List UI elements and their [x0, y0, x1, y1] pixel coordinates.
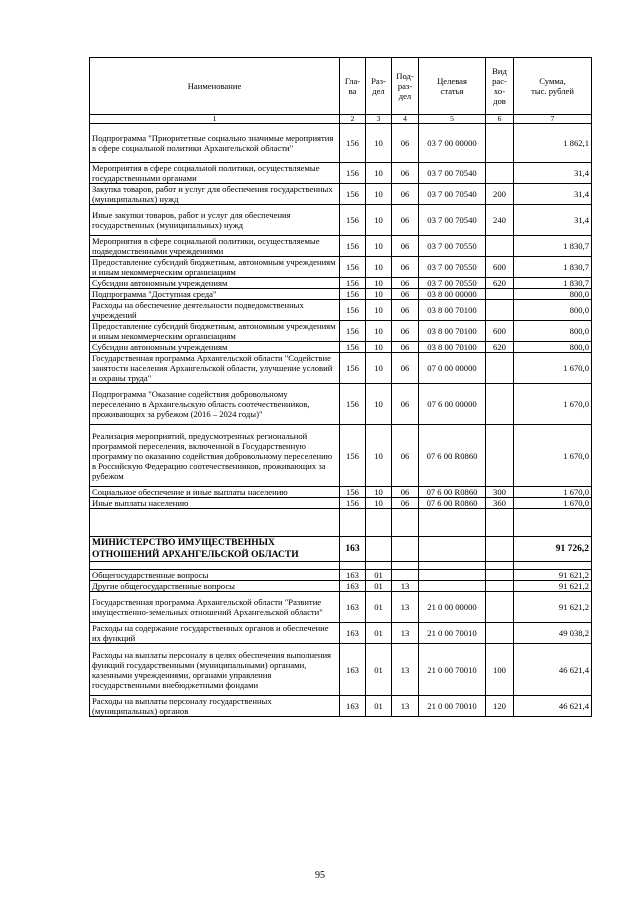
row-sum: 1 670,0 [514, 498, 592, 509]
row-section: 10 [366, 205, 392, 236]
row-name: Расходы на обеспечение деятельности подведомственных учреждений [90, 300, 340, 321]
row-kind: 600 [486, 321, 514, 342]
row-name: Общегосударственные вопросы [90, 570, 340, 581]
row-kind: 600 [486, 257, 514, 278]
row-name: Подпрограмма "Приоритетные социально значимые мероприятия в сфере социальной политики Архангельской области" [90, 124, 340, 163]
header-chapter: Гла- ва [340, 58, 366, 115]
row-sum: 31,4 [514, 163, 592, 184]
row-chapter [340, 509, 366, 537]
row-target: 03 7 00 70550 [419, 236, 486, 257]
table-row [90, 278, 592, 289]
row-kind [486, 384, 514, 425]
row-chapter: 156 [340, 300, 366, 321]
row-subsection: 06 [392, 300, 419, 321]
row-sum: 31,4 [514, 205, 592, 236]
table-row [90, 205, 592, 236]
row-subsection: 06 [392, 278, 419, 289]
header-subsection: Под- раз- дел [392, 58, 419, 115]
table-row [90, 236, 592, 257]
row-sum: 800,0 [514, 300, 592, 321]
row-target: 07 6 00 R0860 [419, 425, 486, 487]
row-target [419, 509, 486, 537]
row-kind [486, 163, 514, 184]
row-target [419, 562, 486, 570]
row-section: 10 [366, 498, 392, 509]
row-subsection: 06 [392, 353, 419, 384]
row-name: Мероприятия в сфере социальной политики, осуществляемые подведомственными учреждениями [90, 236, 340, 257]
row-name: Расходы на выплаты персоналу в целях обеспечения выполнения функций государственными (муниципальными) органами, казенными учреждениями, органами управления государственными внебюджетными фондами [90, 644, 340, 696]
row-chapter: 156 [340, 124, 366, 163]
budget-table [89, 57, 592, 717]
row-section: 01 [366, 581, 392, 592]
header-section: Раз- дел [366, 58, 392, 115]
row-subsection: 06 [392, 289, 419, 300]
row-name: Предоставление субсидий бюджетным, автономным учреждениям и иным некоммерческим организациям [90, 321, 340, 342]
row-sum [514, 562, 592, 570]
row-sum: 1 670,0 [514, 487, 592, 498]
row-target: 21 0 00 00000 [419, 592, 486, 623]
row-section [366, 562, 392, 570]
header-kind: Вид рас- хо- дов [486, 58, 514, 115]
row-name: Подпрограмма "Доступная среда" [90, 289, 340, 300]
row-name: МИНИСТЕРСТВО ИМУЩЕСТВЕННЫХ ОТНОШЕНИЙ АРХАНГЕЛЬСКОЙ ОБЛАСТИ [90, 537, 340, 562]
row-section: 10 [366, 124, 392, 163]
row-name: Расходы на выплаты персоналу государственных (муниципальных) органов [90, 696, 340, 717]
row-kind [486, 425, 514, 487]
row-name: Иные выплаты населению [90, 498, 340, 509]
row-target [419, 581, 486, 592]
header-name: Наименование [90, 58, 340, 115]
row-subsection: 06 [392, 425, 419, 487]
row-kind: 240 [486, 205, 514, 236]
page-number: 95 [315, 870, 325, 881]
row-target: 07 6 00 R0860 [419, 498, 486, 509]
col-number: 1 [90, 115, 340, 124]
table-row [90, 498, 592, 509]
row-name: Государственная программа Архангельской области "Содействие занятости населения Архангельской области, улучшение условий и охраны труда" [90, 353, 340, 384]
row-sum: 800,0 [514, 342, 592, 353]
row-name: Подпрограмма "Оказание содействия добровольному переселению в Архангельскую область соотечественников, проживающих за рубежом (2016 – 2024 годы)" [90, 384, 340, 425]
row-subsection: 13 [392, 696, 419, 717]
row-kind [486, 236, 514, 257]
row-subsection: 13 [392, 623, 419, 644]
row-section: 10 [366, 163, 392, 184]
row-kind: 620 [486, 278, 514, 289]
row-sum: 800,0 [514, 321, 592, 342]
row-chapter: 156 [340, 257, 366, 278]
row-section: 10 [366, 289, 392, 300]
row-chapter: 156 [340, 236, 366, 257]
col-number: 6 [486, 115, 514, 124]
row-subsection: 13 [392, 592, 419, 623]
row-kind [486, 562, 514, 570]
row-subsection: 06 [392, 184, 419, 205]
row-subsection: 06 [392, 321, 419, 342]
header-sum: Сумма, тыс. рублей [514, 58, 592, 115]
row-kind [486, 353, 514, 384]
row-sum: 1 670,0 [514, 384, 592, 425]
row-subsection: 06 [392, 257, 419, 278]
row-chapter: 156 [340, 425, 366, 487]
row-target: 03 7 00 00000 [419, 124, 486, 163]
column-number-row [90, 115, 592, 124]
row-chapter: 156 [340, 289, 366, 300]
table-row [90, 487, 592, 498]
table-row [90, 384, 592, 425]
row-subsection: 13 [392, 581, 419, 592]
row-section: 10 [366, 278, 392, 289]
row-subsection: 06 [392, 342, 419, 353]
row-kind: 620 [486, 342, 514, 353]
row-target: 21 0 00 70010 [419, 623, 486, 644]
row-kind [486, 289, 514, 300]
row-section: 10 [366, 342, 392, 353]
row-sum: 1 830,7 [514, 257, 592, 278]
col-number: 7 [514, 115, 592, 124]
row-chapter: 156 [340, 353, 366, 384]
row-section: 01 [366, 623, 392, 644]
row-subsection: 06 [392, 498, 419, 509]
row-name: Иные закупки товаров, работ и услуг для обеспечения государственных (муниципальных) нужд [90, 205, 340, 236]
table-row [90, 425, 592, 487]
row-sum: 91 621,2 [514, 581, 592, 592]
row-section: 10 [366, 321, 392, 342]
row-target: 03 7 00 70540 [419, 205, 486, 236]
row-section: 10 [366, 300, 392, 321]
row-kind [486, 623, 514, 644]
row-kind [486, 509, 514, 537]
row-chapter: 163 [340, 696, 366, 717]
row-chapter: 156 [340, 163, 366, 184]
table-row [90, 696, 592, 717]
header-target: Целевая статья [419, 58, 486, 115]
row-target: 03 8 00 70100 [419, 321, 486, 342]
row-sum: 91 621,2 [514, 592, 592, 623]
row-name: Расходы на содержание государственных органов и обеспечение их функций [90, 623, 340, 644]
row-name: Реализация мероприятий, предусмотренных региональной программой переселения, включенной в Государственную программу по оказанию содействия добровольному переселению в Российскую Федерацию соотечественников, проживающих за рубежом [90, 425, 340, 487]
row-target [419, 537, 486, 562]
row-sum: 46 621,4 [514, 696, 592, 717]
row-sum: 1 830,7 [514, 278, 592, 289]
row-chapter: 163 [340, 537, 366, 562]
row-chapter: 156 [340, 487, 366, 498]
row-name: Другие общегосударственные вопросы [90, 581, 340, 592]
row-kind [486, 300, 514, 321]
col-number: 2 [340, 115, 366, 124]
table-row [90, 592, 592, 623]
row-kind: 300 [486, 487, 514, 498]
row-target [419, 570, 486, 581]
row-chapter: 156 [340, 498, 366, 509]
row-subsection [392, 537, 419, 562]
row-sum: 46 621,4 [514, 644, 592, 696]
row-section: 10 [366, 236, 392, 257]
table-row [90, 623, 592, 644]
col-number: 3 [366, 115, 392, 124]
row-sum: 800,0 [514, 289, 592, 300]
table-row [90, 509, 592, 537]
row-section: 01 [366, 696, 392, 717]
col-number: 4 [392, 115, 419, 124]
row-chapter: 163 [340, 644, 366, 696]
row-target: 07 6 00 00000 [419, 384, 486, 425]
row-section [366, 509, 392, 537]
row-kind: 360 [486, 498, 514, 509]
row-sum: 1 830,7 [514, 236, 592, 257]
row-target: 03 7 00 70540 [419, 163, 486, 184]
row-sum: 49 038,2 [514, 623, 592, 644]
row-chapter: 156 [340, 321, 366, 342]
row-name: Субсидии автономным учреждениям [90, 342, 340, 353]
row-kind: 100 [486, 644, 514, 696]
row-name: Мероприятия в сфере социальной политики, осуществляемые государственными органами [90, 163, 340, 184]
row-chapter: 156 [340, 384, 366, 425]
row-chapter: 156 [340, 278, 366, 289]
row-section: 10 [366, 425, 392, 487]
row-section: 01 [366, 570, 392, 581]
row-target: 03 7 00 70550 [419, 257, 486, 278]
row-sum: 31,4 [514, 184, 592, 205]
row-section: 01 [366, 592, 392, 623]
row-subsection: 06 [392, 236, 419, 257]
row-sum: 91 726,2 [514, 537, 592, 562]
row-section: 10 [366, 384, 392, 425]
table-body [90, 58, 592, 717]
row-target: 03 7 00 70540 [419, 184, 486, 205]
row-chapter: 163 [340, 592, 366, 623]
row-target: 21 0 00 70010 [419, 644, 486, 696]
row-section: 10 [366, 257, 392, 278]
table-row [90, 289, 592, 300]
row-chapter: 163 [340, 623, 366, 644]
row-subsection [392, 570, 419, 581]
row-kind: 120 [486, 696, 514, 717]
table-row [90, 570, 592, 581]
table-row [90, 342, 592, 353]
table-row [90, 644, 592, 696]
row-name: Закупка товаров, работ и услуг для обеспечения государственных (муниципальных) нужд [90, 184, 340, 205]
row-kind [486, 124, 514, 163]
row-subsection: 06 [392, 124, 419, 163]
row-chapter: 156 [340, 184, 366, 205]
row-name [90, 509, 340, 537]
row-sum: 1 862,1 [514, 124, 592, 163]
row-name [90, 562, 340, 570]
row-kind: 200 [486, 184, 514, 205]
row-subsection: 06 [392, 384, 419, 425]
row-section: 10 [366, 353, 392, 384]
row-sum: 1 670,0 [514, 425, 592, 487]
row-name: Субсидии автономным учреждениям [90, 278, 340, 289]
row-chapter [340, 562, 366, 570]
row-chapter: 156 [340, 342, 366, 353]
row-kind [486, 570, 514, 581]
row-sum: 91 621,2 [514, 570, 592, 581]
row-name: Предоставление субсидий бюджетным, автономным учреждениям и иным некоммерческим организациям [90, 257, 340, 278]
row-subsection: 06 [392, 205, 419, 236]
row-target: 03 8 00 70100 [419, 342, 486, 353]
row-chapter: 163 [340, 570, 366, 581]
table-row [90, 581, 592, 592]
row-sum [514, 509, 592, 537]
row-chapter: 163 [340, 581, 366, 592]
row-section: 01 [366, 644, 392, 696]
header-row [90, 58, 592, 115]
row-name: Государственная программа Архангельской области "Развитие имущественно-земельных отношений Архангельской области" [90, 592, 340, 623]
row-target: 07 0 00 00000 [419, 353, 486, 384]
row-kind [486, 592, 514, 623]
table-row [90, 321, 592, 342]
row-target: 03 8 00 70100 [419, 300, 486, 321]
row-subsection: 06 [392, 163, 419, 184]
row-name: Социальное обеспечение и иные выплаты населению [90, 487, 340, 498]
row-sum: 1 670,0 [514, 353, 592, 384]
row-kind [486, 537, 514, 562]
row-target: 07 6 00 R0860 [419, 487, 486, 498]
table-row [90, 353, 592, 384]
row-kind [486, 581, 514, 592]
ministry-row [90, 537, 592, 562]
col-number: 5 [419, 115, 486, 124]
table-row [90, 257, 592, 278]
row-subsection [392, 562, 419, 570]
row-chapter: 156 [340, 205, 366, 236]
table-row [90, 300, 592, 321]
row-section: 10 [366, 487, 392, 498]
row-subsection: 13 [392, 644, 419, 696]
table-row [90, 124, 592, 163]
table-row [90, 562, 592, 570]
table-row [90, 184, 592, 205]
row-target: 03 8 00 00000 [419, 289, 486, 300]
row-section: 10 [366, 184, 392, 205]
row-target: 21 0 00 70010 [419, 696, 486, 717]
table-row [90, 163, 592, 184]
row-section [366, 537, 392, 562]
row-subsection [392, 509, 419, 537]
row-subsection: 06 [392, 487, 419, 498]
row-target: 03 7 00 70550 [419, 278, 486, 289]
